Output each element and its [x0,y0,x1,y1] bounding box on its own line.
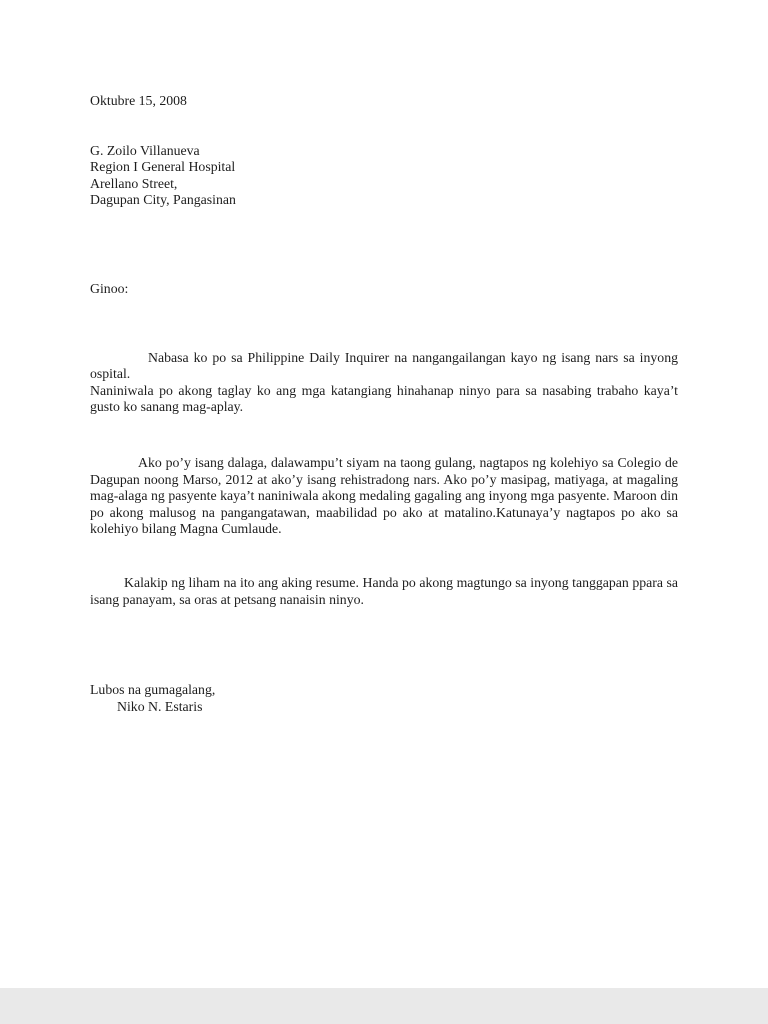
signature-name: Niko N. Estaris [117,698,203,714]
recipient-address-block [90,143,678,209]
recipient-street: Arellano Street, [90,175,178,191]
letter-date: Oktubre 15, 2008 [90,93,187,108]
complimentary-close: Lubos na gumagalang, [90,682,216,698]
recipient-organization: Region I General Hospital [90,159,236,175]
body-paragraph-2: Naniniwala po akong taglay ko ang mga katangiang hinahanap ninyo para sa nasabing trabaho kaya’t gusto ko sanang mag-aplay. [90,382,678,415]
recipient-city: Dagupan City, Pangasinan [90,192,236,208]
salutation: Ginoo: [90,280,129,296]
body-paragraph-3: Ako po’y isang dalaga, dalawampu’t siyam na taong gulang, nagtapos ng kolehiyo sa Colegio de Dagupan noong Marso, 2012 at ako’y isang rehistradong nars. Ako po’y masipag, matiyaga, at magaling mag-alaga ng pasyente kaya’t naniniwala akong medaling gagaling ang inyong mga pasyente. Maroon din po akong malusog na pangangatawan, maabilidad po ako at matalino.Katunaya’y nagtapos po ako sa kolehiyo bilang Magna Cumlaude. [90,454,678,537]
body-paragraph-1: Nabasa ko po sa Philippine Daily Inquirer na nangangailangan kayo ng isang nars sa inyong ospital. [90,349,678,382]
recipient-name: G. Zoilo Villanueva [90,142,200,158]
body-paragraph-4: Kalakip ng liham na ito ang aking resume. Handa po akong magtungo sa inyong tanggapan ppara sa isang panayam, sa oras at petsang nanaisin ninyo. [90,574,678,607]
viewer-background [0,988,768,1024]
